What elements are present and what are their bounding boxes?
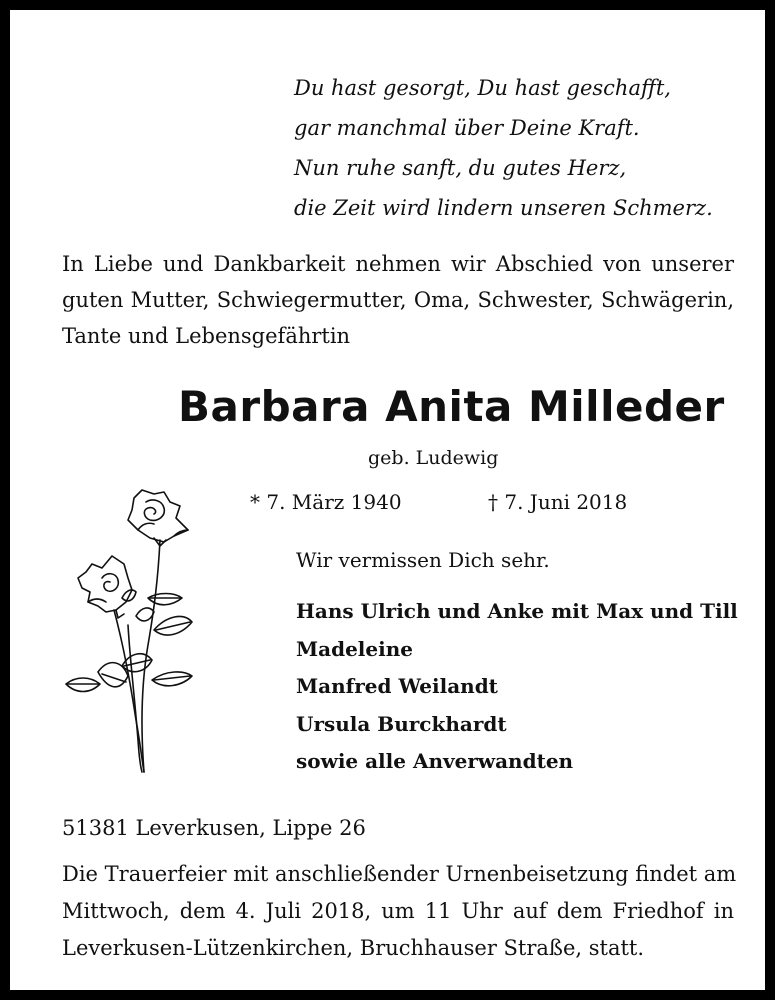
intro-line: Tante und Lebensgefährtin [62,324,351,348]
mourner-name: Ursula Burckhardt [296,711,507,736]
mourner-name: Madeleine [296,636,413,661]
intro-line: guten Mutter, Schwiegermutter, Oma, Schwester, Schwägerin, [62,288,734,312]
poem-line: gar manchmal über Deine Kraft. [294,116,640,140]
death-date: † 7. Juni 2018 [488,490,628,514]
poem-line: Nun ruhe sanft, du gutes Herz, [294,156,627,180]
birth-date: * 7. März 1940 [250,490,402,514]
mourners-list [296,593,738,781]
poem-line: die Zeit wird lindern unseren Schmerz. [294,196,713,220]
deceased-name: Barbara Anita Milleder [178,382,725,431]
closing-line: Wir vermissen Dich sehr. [296,548,550,572]
intro-text [62,246,734,354]
mourner-name: Hans Ulrich und Anke mit Max und Till [296,599,738,623]
mourner-name: Manfred Weilandt [296,674,498,698]
rose-illustration-icon [62,480,212,780]
service-line: Leverkusen-Lützenkirchen, Bruchhauser Straße, statt. [62,936,645,960]
service-info [62,856,737,967]
poem-line: Du hast gesorgt, Du hast geschafft, [294,76,671,100]
intro-line: In Liebe und Dankbarkeit nehmen wir Abschied von unserer [62,252,734,276]
service-line: Die Trauerfeier mit anschließender Urnenbeisetzung findet am [62,862,737,886]
maiden-name: geb. Ludewig [368,447,499,469]
mourner-name: sowie alle Anverwandten [296,749,574,773]
service-line: Mittwoch, dem 4. Juli 2018, um 11 Uhr auf dem Friedhof in [62,899,734,923]
poem [294,68,713,228]
address: 51381 Leverkusen, Lippe 26 [62,816,366,840]
